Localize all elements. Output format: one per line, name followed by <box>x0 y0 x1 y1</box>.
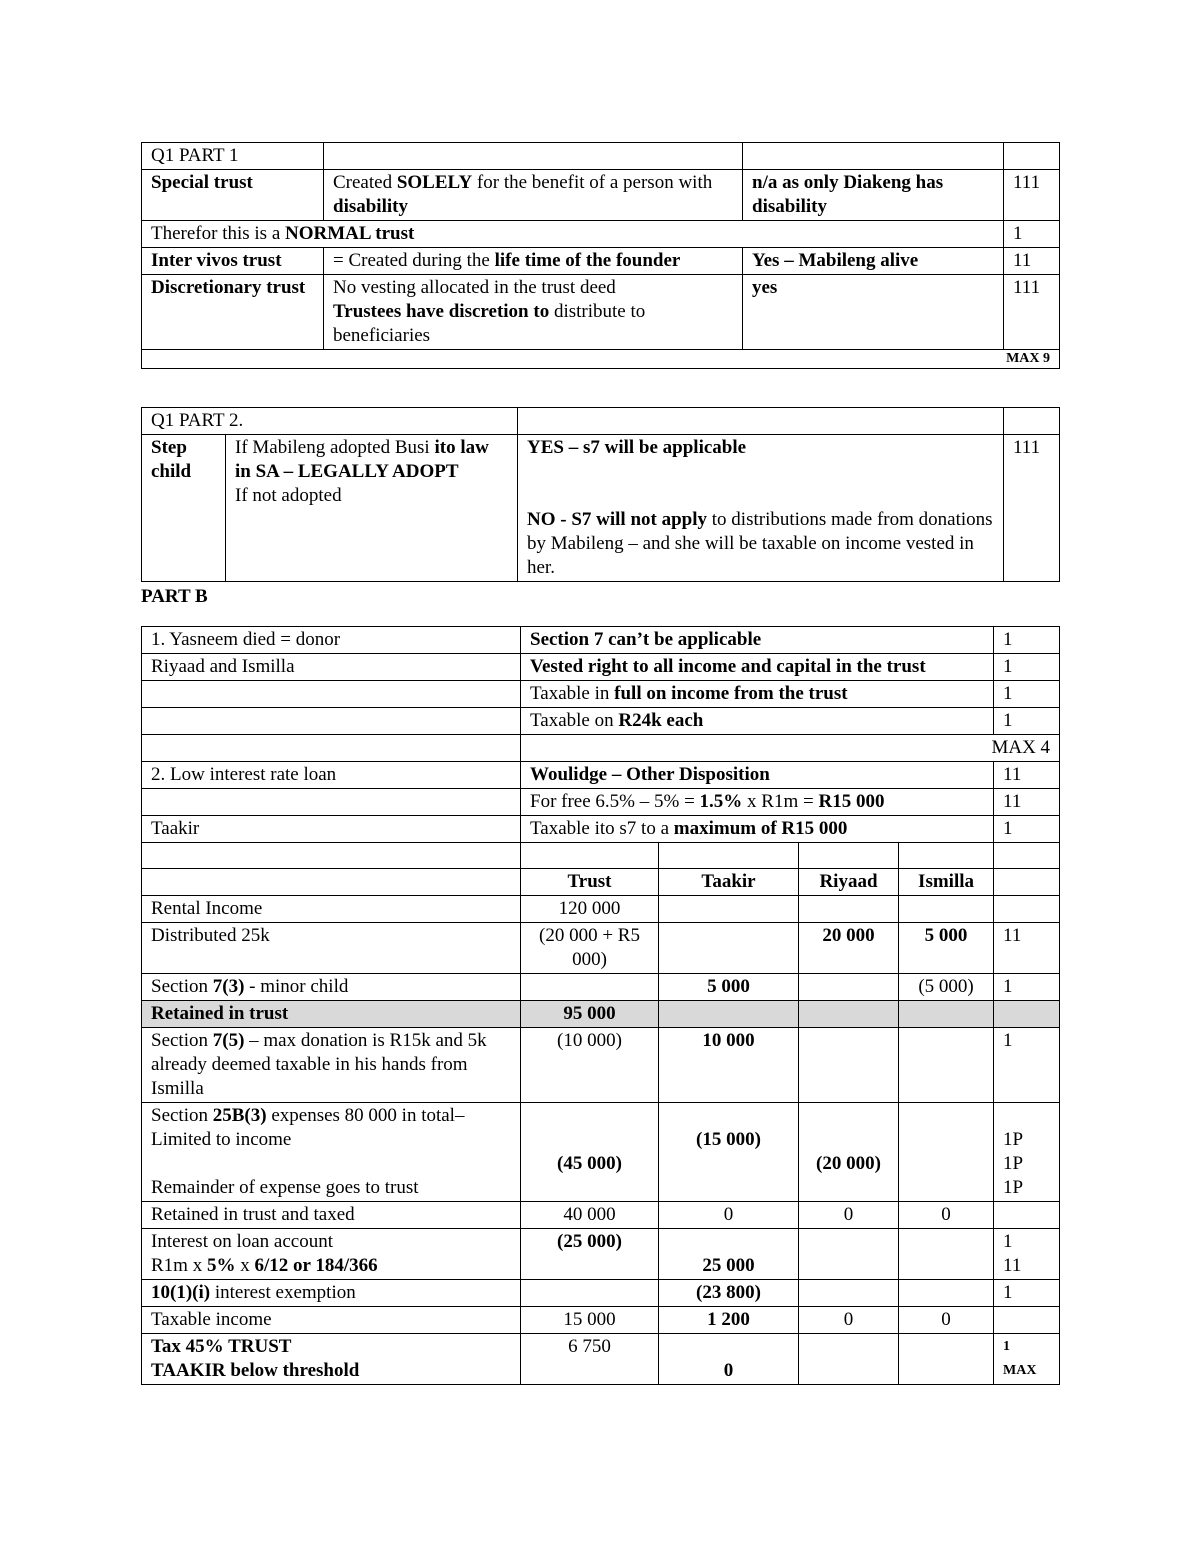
taxable-income-trust: 15 000 <box>521 1307 659 1334</box>
taxable-income-ismilla: 0 <box>899 1307 994 1334</box>
section-25b-marks: 1P 1P 1P <box>994 1103 1060 1202</box>
section-7-3-taakir: 5 000 <box>659 974 799 1001</box>
distributed-ismilla: 5 000 <box>899 923 994 974</box>
step-child-conditions: If Mabileng adopted Busi ito law in SA – LEGALLY ADOPT If not adopted <box>226 435 518 582</box>
retained-taxed-label: Retained in trust and taxed <box>142 1202 521 1229</box>
tax-marks: 1 MAX <box>994 1334 1060 1385</box>
taxable-income-riyaad: 0 <box>799 1307 899 1334</box>
taxable-r24k-answer: Taxable on R24k each <box>521 708 994 735</box>
col-header-riyaad: Riyaad <box>799 869 899 896</box>
interest-loan-label: Interest on loan account R1m x 5% x 6/12 or 184/366 <box>142 1229 521 1280</box>
tax-taakir: 0 <box>659 1334 799 1385</box>
part2-title: Q1 PART 2. <box>142 408 518 435</box>
part1-title: Q1 PART 1 <box>142 143 324 170</box>
section-25b-taakir: (15 000) <box>659 1103 799 1202</box>
taxable-income-label: Taxable income <box>142 1307 521 1334</box>
interest-free-marks: 11 <box>994 789 1060 816</box>
interest-exemption-label: 10(1)(i) interest exemption <box>142 1280 521 1307</box>
rental-income-trust: 120 000 <box>521 896 659 923</box>
distributed-trust: (20 000 + R5 000) <box>521 923 659 974</box>
discretionary-marks: 111 <box>1004 275 1060 350</box>
distributed-label: Distributed 25k <box>142 923 521 974</box>
retained-taxed-ismilla: 0 <box>899 1202 994 1229</box>
retained-in-trust-value: 95 000 <box>521 1001 659 1028</box>
section-25b-riyaad: (20 000) <box>799 1103 899 1202</box>
part-b-table <box>141 626 1060 1385</box>
tax-label: Tax 45% TRUST TAAKIR below threshold <box>142 1334 521 1385</box>
yasneem-row-answer: Section 7 can’t be applicable <box>521 627 994 654</box>
discretionary-answer: yes <box>743 275 1004 350</box>
other-disposition-answer: Woulidge – Other Disposition <box>521 762 994 789</box>
interest-exemption-marks: 1 <box>994 1280 1060 1307</box>
step-child-label: Step child <box>142 435 226 582</box>
special-trust-label: Special trust <box>142 170 324 221</box>
section-7-3-label: Section 7(3) - minor child <box>142 974 521 1001</box>
section-7-5-trust: (10 000) <box>521 1028 659 1103</box>
riyaad-ismilla-label: Riyaad and Ismilla <box>142 654 521 681</box>
q1-part2-table <box>141 407 1060 582</box>
interest-loan-marks: 1 11 <box>994 1229 1060 1280</box>
vested-right-answer: Vested right to all income and capital in the trust <box>521 654 994 681</box>
section-25b-label: Section 25B(3) expenses 80 000 in total– Limited to income Remainder of expense goes to trust <box>142 1103 521 1202</box>
distributed-marks: 11 <box>994 923 1060 974</box>
section-7-5-marks: 1 <box>994 1028 1060 1103</box>
inter-vivos-answer: Yes – Mabileng alive <box>743 248 1004 275</box>
special-trust-answer: n/a as only Diakeng has disability <box>743 170 1004 221</box>
retained-taxed-trust: 40 000 <box>521 1202 659 1229</box>
distributed-riyaad: 20 000 <box>799 923 899 974</box>
q1-part1-table <box>141 142 1060 369</box>
yasneem-row-label: 1. Yasneem died = donor <box>142 627 521 654</box>
other-disposition-marks: 11 <box>994 762 1060 789</box>
max-4: MAX 4 <box>521 735 1060 762</box>
special-trust-marks: 111 <box>1004 170 1060 221</box>
step-child-answers: YES – s7 will be applicable NO - S7 will not apply to distributions made from donations by Mabileng – and she will be taxable on income vested in her. <box>518 435 1004 582</box>
taxable-r24k-marks: 1 <box>994 708 1060 735</box>
col-header-ismilla: Ismilla <box>899 869 994 896</box>
retained-in-trust-label: Retained in trust <box>142 1001 521 1028</box>
interest-exemption-taakir: (23 800) <box>659 1280 799 1307</box>
col-header-taakir: Taakir <box>659 869 799 896</box>
taakir-answer: Taxable ito s7 to a maximum of R15 000 <box>521 816 994 843</box>
inter-vivos-marks: 11 <box>1004 248 1060 275</box>
taxable-income-taakir: 1 200 <box>659 1307 799 1334</box>
section-7-3-ismilla: (5 000) <box>899 974 994 1001</box>
part1-max: MAX 9 <box>142 350 1060 369</box>
interest-free-calc: For free 6.5% – 5% = 1.5% x R1m = R15 000 <box>521 789 994 816</box>
section-7-5-label: Section 7(5) – max donation is R15k and 5k already deemed taxable in his hands from Ismilla <box>142 1028 521 1103</box>
rental-income-label: Rental Income <box>142 896 521 923</box>
section-25b-trust: (45 000) <box>521 1103 659 1202</box>
section-7-3-marks: 1 <box>994 974 1060 1001</box>
special-trust-description: Created SOLELY for the benefit of a person with disability <box>324 170 743 221</box>
inter-vivos-description: = Created during the life time of the founder <box>324 248 743 275</box>
col-header-trust: Trust <box>521 869 659 896</box>
interest-loan-trust: (25 000) <box>521 1229 659 1280</box>
taakir-marks: 1 <box>994 816 1060 843</box>
part-b-heading: PART B <box>141 586 208 607</box>
normal-trust-row: Therefor this is a NORMAL trust <box>142 221 1004 248</box>
taxable-full-marks: 1 <box>994 681 1060 708</box>
taakir-label: Taakir <box>142 816 521 843</box>
discretionary-label: Discretionary trust <box>142 275 324 350</box>
inter-vivos-label: Inter vivos trust <box>142 248 324 275</box>
retained-taxed-riyaad: 0 <box>799 1202 899 1229</box>
section-7-5-taakir: 10 000 <box>659 1028 799 1103</box>
normal-trust-marks: 1 <box>1004 221 1060 248</box>
yasneem-row-marks: 1 <box>994 627 1060 654</box>
discretionary-description: No vesting allocated in the trust deed Trustees have discretion to distribute to beneficiaries <box>324 275 743 350</box>
tax-trust: 6 750 <box>521 1334 659 1385</box>
low-interest-loan-label: 2. Low interest rate loan <box>142 762 521 789</box>
taxable-full-answer: Taxable in full on income from the trust <box>521 681 994 708</box>
retained-taxed-taakir: 0 <box>659 1202 799 1229</box>
interest-loan-taakir: 25 000 <box>659 1229 799 1280</box>
step-child-marks: 111 <box>1004 435 1060 582</box>
vested-right-marks: 1 <box>994 654 1060 681</box>
